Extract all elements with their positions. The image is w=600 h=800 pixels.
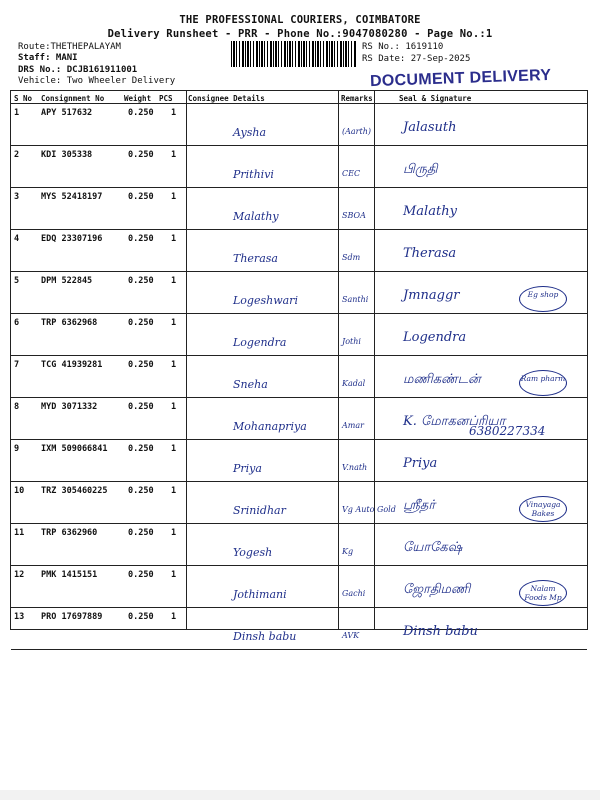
row-remark: Kadal <box>342 379 366 388</box>
row-weight: 0.250 <box>128 612 154 622</box>
row-weight: 0.250 <box>128 402 154 412</box>
scan-edge <box>0 790 600 800</box>
row-divider <box>11 145 587 146</box>
row-pcs: 1 <box>171 234 177 244</box>
runsheet-title: Delivery Runsheet - PRR - Phone No.:9047080280 - Page No.:1 <box>107 28 493 40</box>
row-sno: 3 <box>14 192 20 202</box>
row-remark: Sdm <box>342 253 361 262</box>
row-weight: 0.250 <box>128 444 154 454</box>
row-sno: 4 <box>14 234 20 244</box>
row-consignment-no: MYS 52418197 <box>41 192 103 202</box>
row-weight: 0.250 <box>128 528 154 538</box>
row-signature: Therasa <box>403 246 457 261</box>
row-weight: 0.250 <box>128 108 154 118</box>
row-consignee-name: Logeshwari <box>233 294 298 307</box>
route-label: Route:THETHEPALAYAM <box>18 42 121 52</box>
row-consignee-name: Sneha <box>233 378 268 391</box>
row-pcs: 1 <box>171 150 177 160</box>
header-remarks: Remarks <box>341 94 373 103</box>
row-sno: 13 <box>14 612 25 622</box>
row-sno: 10 <box>14 486 25 496</box>
row-shop-note: Nalam Foods Mp <box>519 580 567 606</box>
column-divider <box>374 91 375 629</box>
row-sno: 5 <box>14 276 20 286</box>
row-divider <box>11 481 587 482</box>
row-consignment-no: TCG 41939281 <box>41 360 103 370</box>
column-divider <box>338 91 339 629</box>
row-pcs: 1 <box>171 570 177 580</box>
row-sno: 6 <box>14 318 20 328</box>
row-signature: பிருதி <box>403 162 438 177</box>
row-consignment-no: KDI 305338 <box>41 150 93 160</box>
row-consignee-name: Jothimani <box>233 588 287 601</box>
row-consignment-no: TRZ 305460225 <box>41 486 108 496</box>
row-sno: 1 <box>14 108 20 118</box>
header-divider <box>11 103 587 104</box>
row-shop-note: Vinayaga Bakes <box>519 496 567 522</box>
header-seal: Seal & Signature <box>399 94 472 103</box>
row-sno: 7 <box>14 360 20 370</box>
row-consignment-no: MYD 3071332 <box>41 402 98 412</box>
row-weight: 0.250 <box>128 486 154 496</box>
row-sno: 2 <box>14 150 20 160</box>
row-pcs: 1 <box>171 612 177 622</box>
row-sno: 12 <box>14 570 25 580</box>
row-pcs: 1 <box>171 528 177 538</box>
row-remark: Gachi <box>342 589 366 598</box>
rs-number: RS No.: 1619110 <box>362 42 444 52</box>
row-remark: Kg <box>342 547 354 556</box>
row-divider <box>11 565 587 566</box>
row-consignment-no: TRP 6362968 <box>41 318 98 328</box>
row-weight: 0.250 <box>128 192 154 202</box>
row-divider <box>11 439 587 440</box>
row-divider <box>11 313 587 314</box>
row-signature: Jalasuth <box>403 120 457 135</box>
header-consignment: Consignment No <box>41 94 105 103</box>
row-consignee-name: Mohanapriya <box>233 420 307 433</box>
row-signature: Dinsh babu <box>403 624 478 639</box>
row-weight: 0.250 <box>128 150 154 160</box>
header-sno: S No <box>14 94 33 103</box>
row-consignment-no: PRO 17697889 <box>41 612 103 622</box>
header-consignee: Consignee Details <box>188 94 265 103</box>
row-divider <box>11 607 587 608</box>
row-remark: CEC <box>342 169 361 178</box>
row-divider <box>11 397 587 398</box>
row-divider <box>11 355 587 356</box>
row-weight: 0.250 <box>128 570 154 580</box>
row-remark: Santhi <box>342 295 369 304</box>
row-pcs: 1 <box>171 402 177 412</box>
row-pcs: 1 <box>171 444 177 454</box>
row-consignee-name: Dinsh babu <box>233 630 297 643</box>
row-sno: 9 <box>14 444 20 454</box>
row-pcs: 1 <box>171 318 177 328</box>
row-pcs: 1 <box>171 486 177 496</box>
row-signature: Jmnaggr <box>403 288 460 303</box>
row-signature: ஜோதிமணி <box>403 582 471 597</box>
runsheet-table <box>10 90 588 643</box>
row-sno: 8 <box>14 402 20 412</box>
row-weight: 0.250 <box>128 234 154 244</box>
row-consignee-name: Therasa <box>233 252 278 265</box>
row-remark: Amar <box>342 421 364 430</box>
row-consignment-no: IXM 509066841 <box>41 444 108 454</box>
row-remark: Jothi <box>342 337 361 346</box>
company-title: THE PROFESSIONAL COURIERS, COIMBATORE <box>179 14 421 26</box>
row-consignee-name: Malathy <box>233 210 279 223</box>
row-pcs: 1 <box>171 276 177 286</box>
row-consignee-name: Priya <box>233 462 262 475</box>
row-pcs: 1 <box>171 192 177 202</box>
row-consignee-name: Srinidhar <box>233 504 286 517</box>
row-remark: AVK <box>342 631 360 640</box>
row-signature: மணிகண்டன் <box>403 372 481 387</box>
row-consignee-name: Aysha <box>233 126 266 139</box>
row-weight: 0.250 <box>128 360 154 370</box>
vehicle-label: Vehicle: Two Wheeler Delivery <box>18 76 176 86</box>
row-signature: K. மோகனப்ரியா <box>403 414 506 429</box>
row-signature: Malathy <box>403 204 457 219</box>
row-sno: 11 <box>14 528 25 538</box>
row-pcs: 1 <box>171 108 177 118</box>
document-delivery-stamp: DOCUMENT DELIVERY <box>369 66 552 91</box>
row-phone-note: 6380227334 <box>469 424 546 438</box>
row-weight: 0.250 <box>128 276 154 286</box>
row-consignment-no: PMK 1415151 <box>41 570 98 580</box>
row-signature: யோகேஷ் <box>403 540 463 555</box>
staff-label: Staff: MANI <box>18 53 78 63</box>
row-divider <box>11 271 587 272</box>
row-shop-note: Eg shop <box>519 286 567 312</box>
row-signature: Priya <box>403 456 438 471</box>
row-consignment-no: EDQ 23307196 <box>41 234 103 244</box>
row-consignment-no: APY 517632 <box>41 108 93 118</box>
row-divider <box>11 649 587 650</box>
row-weight: 0.250 <box>128 318 154 328</box>
row-consignee-name: Yogesh <box>233 546 273 559</box>
drs-number: DRS No.: DCJB161911001 <box>18 65 138 75</box>
row-remark: Vg Auto Gold <box>342 505 396 514</box>
row-consignment-no: TRP 6362960 <box>41 528 98 538</box>
row-pcs: 1 <box>171 360 177 370</box>
barcode-image <box>231 41 357 67</box>
header-pcs: PCS <box>159 94 173 103</box>
row-shop-note: Ram pharm <box>519 370 567 396</box>
row-consignee-name: Logendra <box>233 336 287 349</box>
row-remark: (Aarth) <box>342 127 371 136</box>
row-divider <box>11 187 587 188</box>
row-signature: Logendra <box>403 330 467 345</box>
row-consignee-name: Prithivi <box>233 168 274 181</box>
rs-date: RS Date: 27-Sep-2025 <box>362 54 471 64</box>
header-weight: Weight <box>124 94 152 103</box>
row-remark: SBOA <box>342 211 366 220</box>
row-divider <box>11 523 587 524</box>
row-divider <box>11 229 587 230</box>
row-signature: ஸ்ரீதர் <box>403 498 436 513</box>
row-consignment-no: DPM 522845 <box>41 276 93 286</box>
row-remark: V.nath <box>342 463 368 472</box>
column-divider <box>186 91 187 629</box>
